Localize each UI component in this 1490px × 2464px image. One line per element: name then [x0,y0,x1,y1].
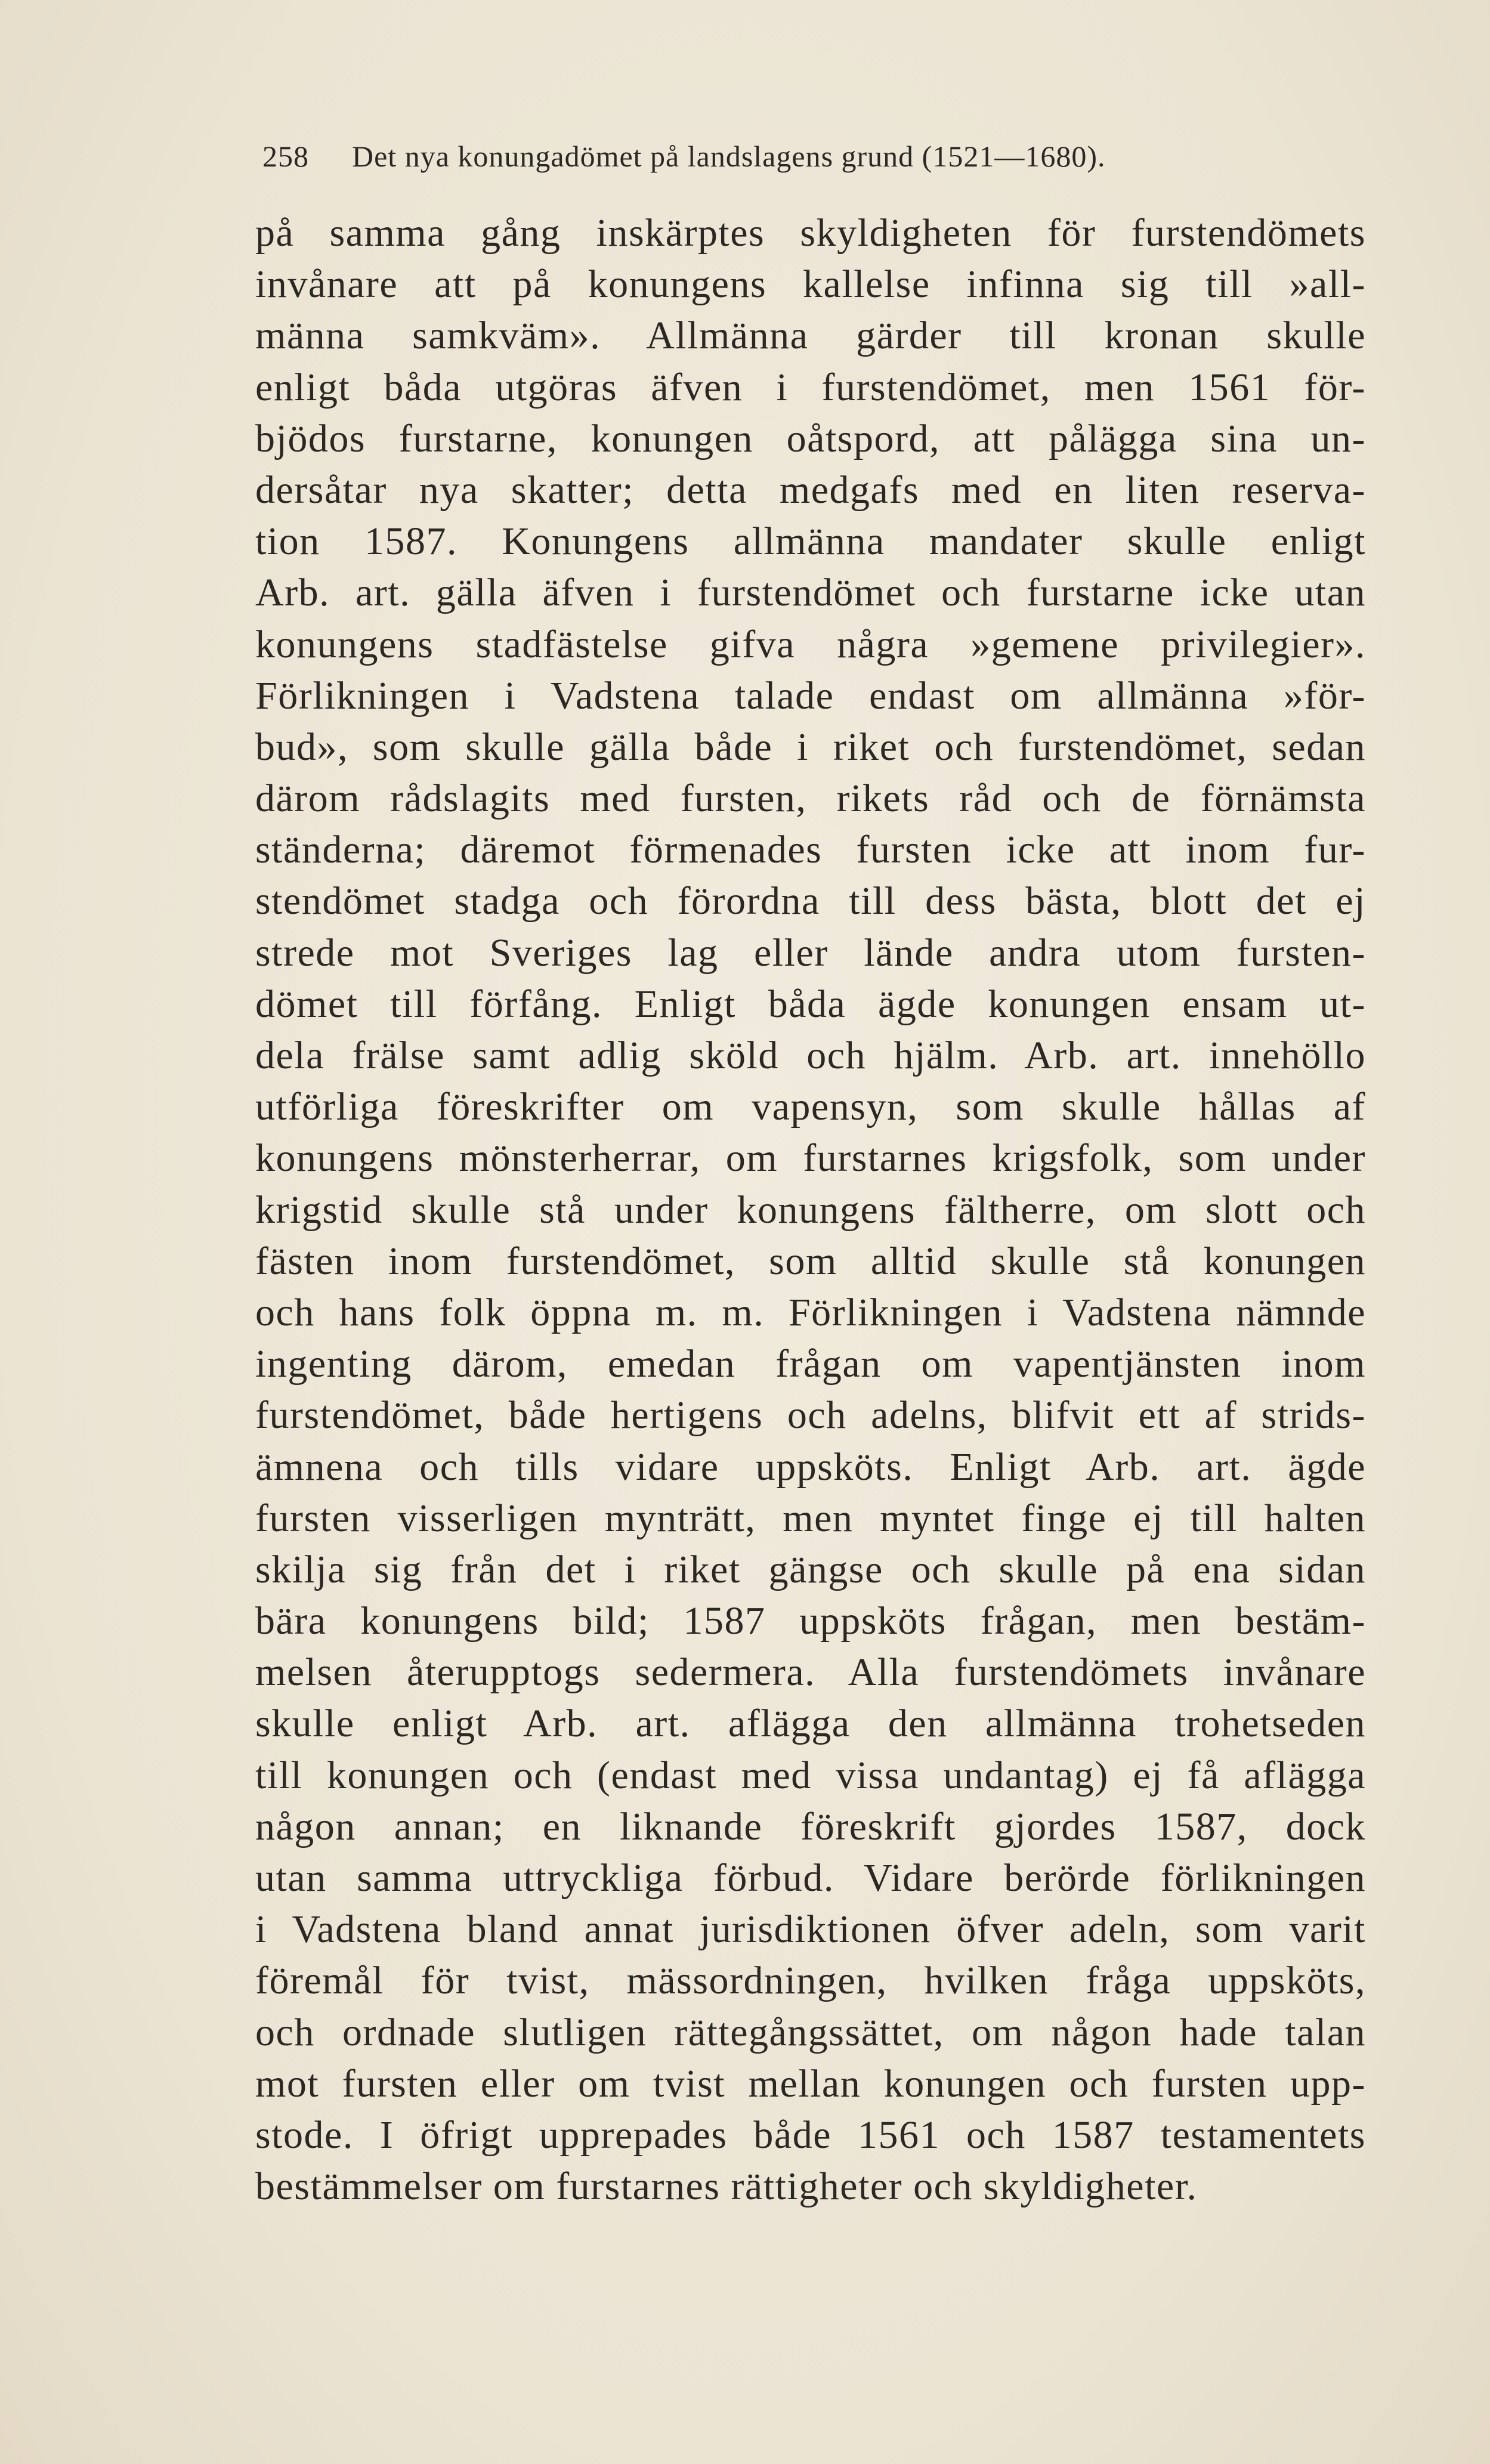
text-line: dela frälse samt adlig sköld och hjälm. Arb. art. innehöllo [255,1034,1366,1077]
body-text [255,208,1366,2212]
text-line: männa samkväm». Allmänna gärder till kronan skulle [255,314,1366,358]
text-line: konungens stadfästelse gifva några »gemene privilegier». [255,622,1366,666]
text-line: Arb. art. gälla äfven i furstendömet och furstarne icke utan [255,571,1366,615]
text-line: bestämmelser om furstarnes rättigheter och skyldigheter. [255,2165,1198,2209]
text-line: fästen inom furstendömet, som alltid skulle stå konungen [255,1239,1366,1283]
text-line: tion 1587. Konungens allmänna mandater skulle enligt [255,520,1366,564]
text-line: melsen återupptogs sedermera. Alla furstendömets invånare [255,1650,1366,1695]
text-line: ingenting därom, emedan frågan om vapentjänsten inom [255,1342,1366,1386]
running-title: Det nya konungadömet på landslagens grund (1521—1680). [352,140,1106,173]
text-line: fursten visserligen mynträtt, men myntet finge ej till halten [255,1496,1366,1540]
text-line: strede mot Sveriges lag eller lände andra utom fursten- [255,930,1366,975]
text-line: i Vadstena bland annat jurisdiktionen öfver adeln, som varit [255,1907,1366,1952]
text-line: ämnena och tills vidare uppsköts. Enligt Arb. art. ägde [255,1445,1366,1489]
text-line: konungens mönsterherrar, om furstarnes krigsfolk, som under [255,1136,1366,1180]
text-line: på samma gång inskärptes skyldigheten för furstendömets [255,211,1366,255]
text-line: utan samma uttryckliga förbud. Vidare berörde förlikningen [255,1856,1366,1900]
text-line: och hans folk öppna m. m. Förlikningen i Vadstena nämnde [255,1290,1366,1334]
text-line: stode. I öfrigt upprepades både 1561 och 1587 testamentets [255,2113,1366,2157]
text-line: föremål för tvist, mässordningen, hvilken fråga uppsköts, [255,1959,1366,2003]
text-line: dömet till förfång. Enligt båda ägde konungen ensam ut- [255,982,1366,1026]
text-line: skulle enligt Arb. art. aflägga den allmänna trohetseden [255,1702,1366,1746]
text-line: Förlikningen i Vadstena talade endast om allmänna »för- [255,673,1366,718]
text-line: bära konungens bild; 1587 uppsköts frågan, men bestäm- [255,1599,1366,1643]
running-header [262,138,1336,174]
text-line: mot fursten eller om tvist mellan konungen och fursten upp- [255,2061,1366,2106]
page-number: 258 [262,140,309,173]
text-line: invånare att på konungens kallelse infinna sig till »all- [255,262,1366,307]
text-line: stendömet stadga och förordna till dess bästa, blott det ej [255,879,1366,923]
text-line: enligt båda utgöras äfven i furstendömet, men 1561 för- [255,365,1366,409]
text-line: utförliga föreskrifter om vapensyn, som skulle hållas af [255,1085,1366,1129]
text-line: krigstid skulle stå under konungens fältherre, om slott och [255,1188,1366,1232]
text-line: någon annan; en liknande föreskrift gjordes 1587, dock [255,1804,1366,1848]
text-line: furstendömet, både hertigens och adelns, blifvit ett af strids- [255,1393,1366,1437]
text-line: dersåtar nya skatter; detta medgafs med en liten reserva- [255,468,1366,512]
text-line: bjödos furstarne, konungen oåtspord, att pålägga sina un- [255,416,1366,460]
text-line: ständerna; däremot förmenades fursten icke att inom fur- [255,828,1366,872]
text-line: bud», som skulle gälla både i riket och furstendömet, sedan [255,725,1366,769]
text-line: och ordnade slutligen rättegångssättet, om någon hade talan [255,2010,1366,2054]
text-line: därom rådslagits med fursten, rikets råd och de förnämsta [255,777,1366,821]
text-line: skilja sig från det i riket gängse och skulle på ena sidan [255,1547,1366,1591]
text-line: till konungen och (endast med vissa undantag) ej få aflägga [255,1753,1366,1797]
